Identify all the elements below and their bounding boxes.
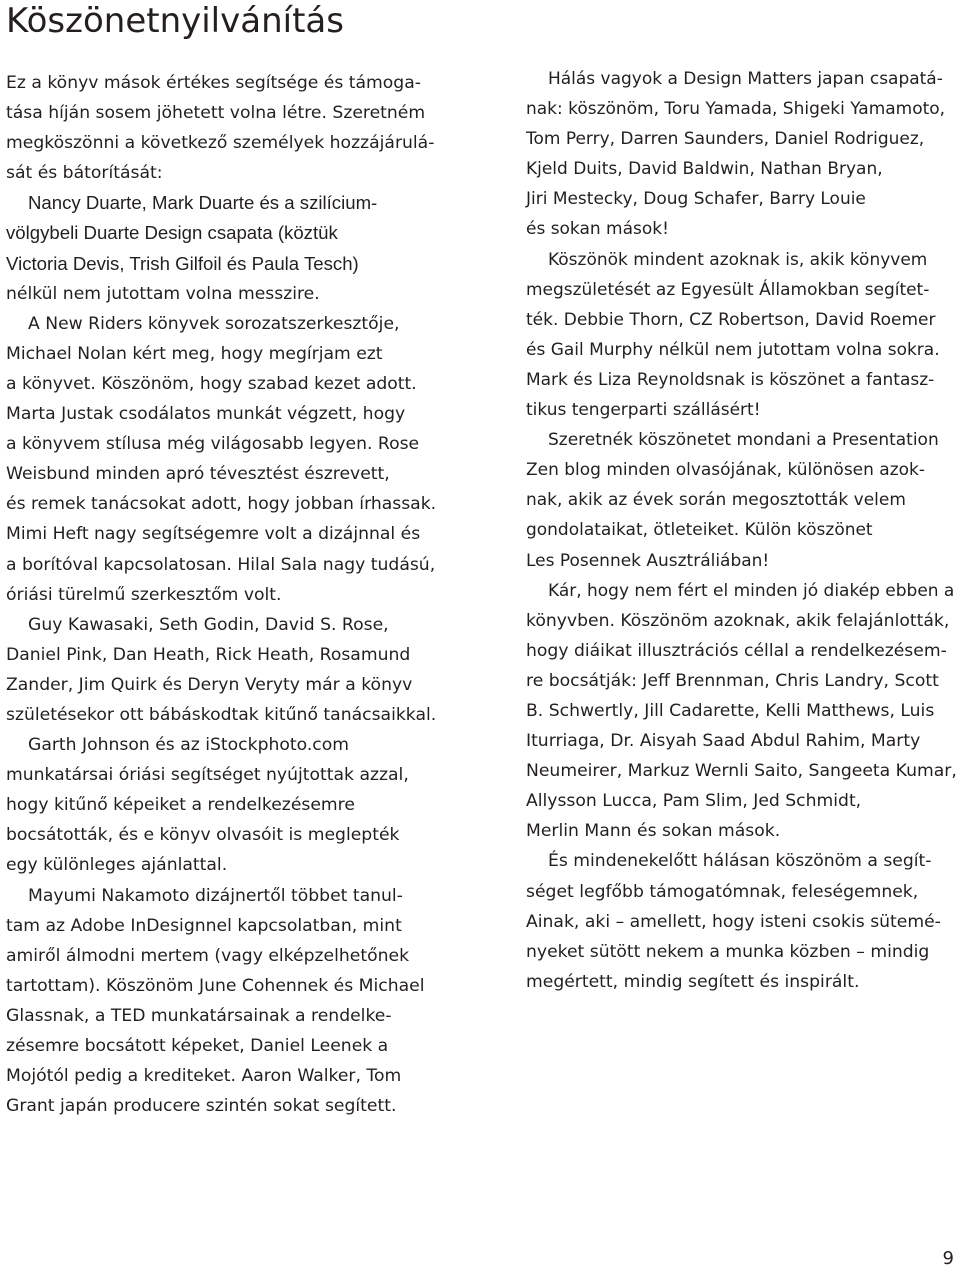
text-line: Weisbund minden apró tévesztést észrevett,	[6, 464, 390, 485]
text-line: tartottam). Köszönöm June Cohennek és Michael	[6, 975, 425, 996]
text-line: hogy diáikat illusztrációs céllal a rendelkezésem-	[526, 640, 947, 661]
text-line: Hálás vagyok a Design Matters japan csapatá-	[548, 69, 943, 89]
text-line: Victoria Devis, Trish Gilfoil és Paula Tesch)	[6, 252, 359, 274]
text-line: amiről álmodni mertem (vagy elképzelhetőnek	[6, 945, 410, 966]
text-line: Kár, hogy nem fért el minden jó diakép ebben a	[548, 580, 955, 601]
text-line: nak: köszönöm, Toru Yamada, Shigeki Yamamoto,	[526, 99, 946, 120]
text-line: Ez a könyv mások értékes segítsége és támoga-	[6, 73, 421, 93]
text-line: Neumeirer, Markuz Wernli Saito, Sangeeta Kumar,	[526, 761, 957, 782]
text-line: A New Riders könyvek sorozatszerkesztője,	[28, 313, 400, 334]
text-line: Garth Johnson és az iStockphoto.com	[28, 735, 350, 756]
text-line: B. Schwertly, Jill Cadarette, Kelli Matthews, Luis	[526, 700, 935, 721]
page-number: 9	[942, 1248, 954, 1269]
text-line: bocsátották, és e könyv olvasóit is meglepték	[6, 825, 400, 846]
text-line: a könyvet. Köszönöm, hogy szabad kezet adott.	[6, 373, 417, 394]
text-line: Iturriaga, Dr. Aisyah Saad Abdul Rahim, Marty	[526, 731, 921, 752]
text-line: Marta Justak csodálatos munkát végzett, hogy	[6, 404, 406, 425]
text-line: a borítóval kapcsolatosan. Hilal Sala nagy tudású,	[6, 554, 436, 575]
text-line: születésekor ott bábáskodtak kitűnő tanácsaikkal.	[6, 704, 437, 725]
text-line: megértett, mindig segített és inspirált.	[526, 971, 860, 992]
text-line: hogy kitűnő képeiket a rendelkezésemre	[6, 795, 355, 816]
text-line: völgybeli Duarte Design csapata (köztük	[6, 222, 338, 244]
text-line: re bocsátják: Jeff Brennman, Chris Landry, Scott	[526, 670, 939, 691]
text-line: Köszönök mindent azoknak is, akik könyvem	[548, 249, 928, 270]
text-line: Michael Nolan kért meg, hogy megírjam ezt	[6, 343, 383, 364]
text-line: Mojótól pedig a krediteket. Aaron Walker, Tom	[6, 1066, 402, 1087]
text-line: Grant japán producere szintén sokat segített.	[6, 1096, 397, 1117]
text-line: tása híján sosem jöhetett volna létre. Szeretném	[6, 103, 426, 124]
text-line: nyeket sütött nekem a munka közben – mindig	[526, 941, 930, 962]
text-line: megszületését az Egyesült Államokban segítet-	[526, 279, 930, 300]
text-line: a könyvem stílusa még világosabb legyen. Rose	[6, 434, 420, 455]
text-line: Jiri Mestecky, Doug Schafer, Barry Louie	[526, 189, 866, 210]
text-line: tam az Adobe InDesignnel kapcsolatban, mint	[6, 915, 402, 936]
text-line: Merlin Mann és sokan mások.	[526, 821, 781, 842]
text-line: Mayumi Nakamoto dizájnertől többet tanul-	[28, 885, 403, 906]
text-line: Allysson Lucca, Pam Slim, Jed Schmidt,	[526, 791, 862, 812]
text-line: nak, akik az évek során megosztották velem	[526, 490, 906, 511]
text-line: nélkül nem jutottam volna messzire.	[6, 283, 320, 304]
text-line: Les Posennek Ausztráliában!	[526, 550, 770, 571]
text-line: Glassnak, a TED munkatársainak a rendelke-	[6, 1005, 392, 1026]
text-line: Tom Perry, Darren Saunders, Daniel Rodriguez,	[526, 129, 925, 150]
page-title: Köszönetnyilvánítás	[6, 1, 344, 41]
text-line: Mark és Liza Reynoldsnak is köszönet a fantasz-	[526, 369, 935, 390]
text-line: Daniel Pink, Dan Heath, Rick Heath, Rosamund	[6, 644, 411, 665]
text-line: Guy Kawasaki, Seth Godin, David S. Rose,	[28, 614, 389, 635]
text-line: zésemre bocsátott képeket, Daniel Leenek a	[6, 1036, 389, 1056]
text-line: Mimi Heft nagy segítségemre volt a dizájnnal és	[6, 524, 421, 545]
left-column	[6, 68, 436, 1121]
text-line: Ainak, aki – amellett, hogy isteni csokis sütemé-	[526, 911, 941, 932]
text-line: megköszönni a következő személyek hozzájárulá-	[6, 133, 435, 154]
text-line: Szeretnék köszönetet mondani a Presentation	[548, 430, 939, 451]
text-line: séget legfőbb támogatómnak, feleségemnek,	[526, 881, 919, 902]
text-line: munkatársai óriási segítséget nyújtottak azzal,	[6, 765, 409, 786]
text-line: óriási türelmű szerkesztőm volt.	[6, 584, 282, 605]
text-line: sát és bátorítását:	[6, 163, 163, 184]
text-line: gondolataikat, ötleteiket. Külön köszönet	[526, 520, 873, 541]
text-line: Zen blog minden olvasójának, különösen azok-	[526, 460, 925, 481]
text-line: tikus tengerparti szállásért!	[526, 400, 761, 421]
text-line: Kjeld Duits, David Baldwin, Nathan Bryan,	[526, 159, 883, 180]
text-line: Zander, Jim Quirk és Deryn Veryty már a könyv	[6, 674, 413, 695]
text-line: és Gail Murphy nélkül nem jutottam volna sokra.	[526, 339, 940, 360]
right-column	[526, 64, 957, 997]
text-line: ték. Debbie Thorn, CZ Robertson, David Roemer	[526, 309, 936, 330]
text-line: könyvben. Köszönöm azoknak, akik felajánlották,	[526, 610, 950, 631]
text-line: és remek tanácsokat adott, hogy jobban írhassak.	[6, 494, 437, 515]
text-line: egy különleges ajánlattal.	[6, 855, 228, 876]
text-line: És mindenekelőtt hálásan köszönöm a segít-	[548, 851, 932, 872]
text-line: és sokan mások!	[526, 219, 669, 240]
text-line: Nancy Duarte, Mark Duarte és a szilícium-	[28, 192, 378, 214]
